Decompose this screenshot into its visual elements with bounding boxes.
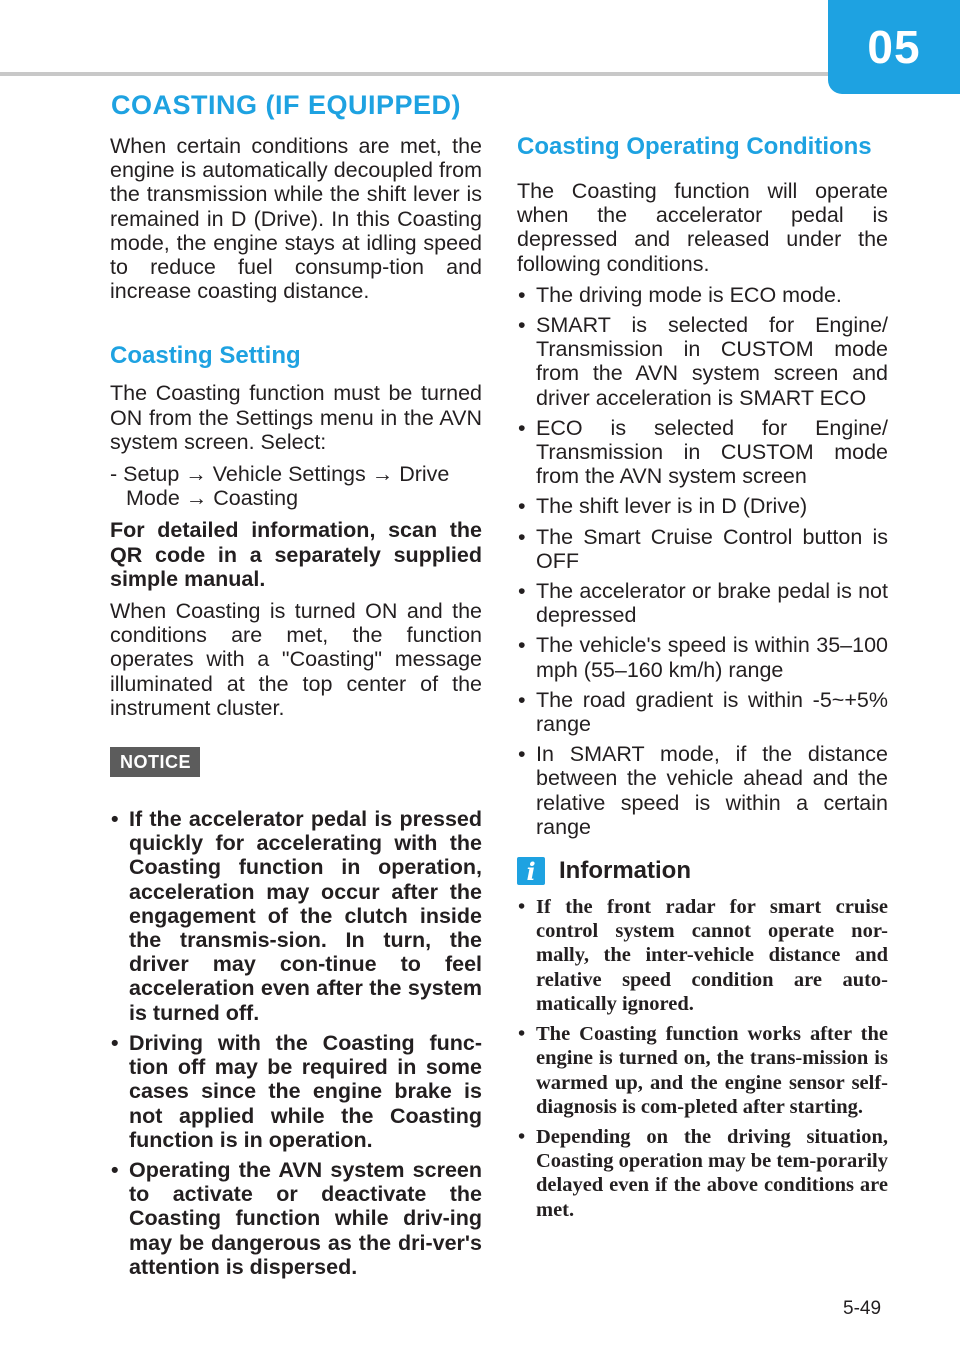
information-item: • The Coasting function works after the engine is turned on, the trans-mission is warmed up, and the engine sensor self-diagnosis is com-pleted after starting. bbox=[517, 1022, 888, 1119]
page-number: 5-49 bbox=[843, 1298, 882, 1319]
information-title: Information bbox=[559, 857, 691, 885]
conditions-list bbox=[517, 283, 888, 839]
condition-item: • The driving mode is ECO mode. bbox=[517, 283, 888, 307]
condition-item: • The accelerator or brake pedal is not depressed bbox=[517, 579, 888, 627]
setting-menu-path: - Setup → Vehicle Settings → Drive Mode → Coasting bbox=[110, 462, 450, 511]
intro-paragraph: When certain conditions are met, the engine is automatically decoupled from the transmission while the shift lever is remained in D (Drive). In this Coasting mode, the engine stays at idling speed to reduce fuel consump-tion and increase coasting distance. bbox=[110, 134, 482, 304]
condition-item: • ECO is selected for Engine/ Transmission in CUSTOM mode from the AVN system screen bbox=[517, 416, 888, 489]
section-title: COASTING (IF EQUIPPED) bbox=[111, 90, 462, 120]
information-item: • If the front radar for smart cruise control system cannot operate nor-mally, the inter-vehicle distance and relative speed condition are auto-matically ignored. bbox=[517, 895, 888, 1016]
condition-item: • SMART is selected for Engine/ Transmission in CUSTOM mode from the AVN system screen and driver acceleration is SMART ECO bbox=[517, 313, 888, 410]
notice-list bbox=[110, 807, 482, 1279]
condition-item: • The vehicle's speed is within 35–100 mph (55–160 km/h) range bbox=[517, 633, 888, 681]
information-list bbox=[517, 895, 888, 1222]
condition-item: • The Smart Cruise Control button is OFF bbox=[517, 525, 888, 573]
condition-item: • In SMART mode, if the distance between the vehicle ahead and the relative speed is within a certain range bbox=[517, 742, 888, 839]
left-column bbox=[110, 134, 482, 1285]
information-header bbox=[517, 857, 888, 885]
right-column bbox=[517, 134, 888, 1228]
notice-item: • Operating the AVN system screen to activate or deactivate the Coasting function while driv-ing may be dangerous as the dri-ver's attention is dispersed. bbox=[110, 1158, 482, 1279]
coasting-setting-heading: Coasting Setting bbox=[110, 342, 301, 370]
chapter-tab bbox=[828, 0, 960, 94]
conditions-intro: The Coasting function will operate when the accelerator pedal is depressed and released under the following conditions. bbox=[517, 179, 888, 276]
operation-paragraph: When Coasting is turned ON and the conditions are met, the function operates with a "Coasting" message illuminated at the top center of the instrument cluster. bbox=[110, 599, 482, 720]
notice-item: • If the accelerator pedal is pressed quickly for accelerating with the Coasting function in operation, acceleration may occur after the engagement of the clutch inside the transmis-sion. In turn, the driver may con-tinue to feel acceleration even after the system is turned off. bbox=[110, 807, 482, 1025]
condition-item: • The road gradient is within -5~+5% range bbox=[517, 688, 888, 736]
condition-item: • The shift lever is in D (Drive) bbox=[517, 494, 888, 518]
notice-badge-wrap bbox=[110, 747, 482, 777]
operating-conditions-heading: Coasting Operating Conditions bbox=[517, 133, 872, 160]
notice-item: • Driving with the Coasting func-tion off may be required in some cases since the engine brake is not applied while the Coasting function is in operation. bbox=[110, 1031, 482, 1152]
notice-badge: NOTICE bbox=[110, 747, 200, 777]
chapter-number: 05 bbox=[867, 21, 921, 73]
information-item: • Depending on the driving situation, Coasting operation may be tem-porarily delayed even if the above conditions are met. bbox=[517, 1125, 888, 1222]
information-icon: i bbox=[517, 857, 545, 885]
setting-paragraph: The Coasting function must be turned ON from the Settings menu in the AVN system screen. Select: bbox=[110, 381, 482, 454]
header-rule bbox=[0, 72, 828, 76]
qr-code-note: For detailed information, scan the QR code in a separately supplied simple manual. bbox=[110, 518, 482, 591]
